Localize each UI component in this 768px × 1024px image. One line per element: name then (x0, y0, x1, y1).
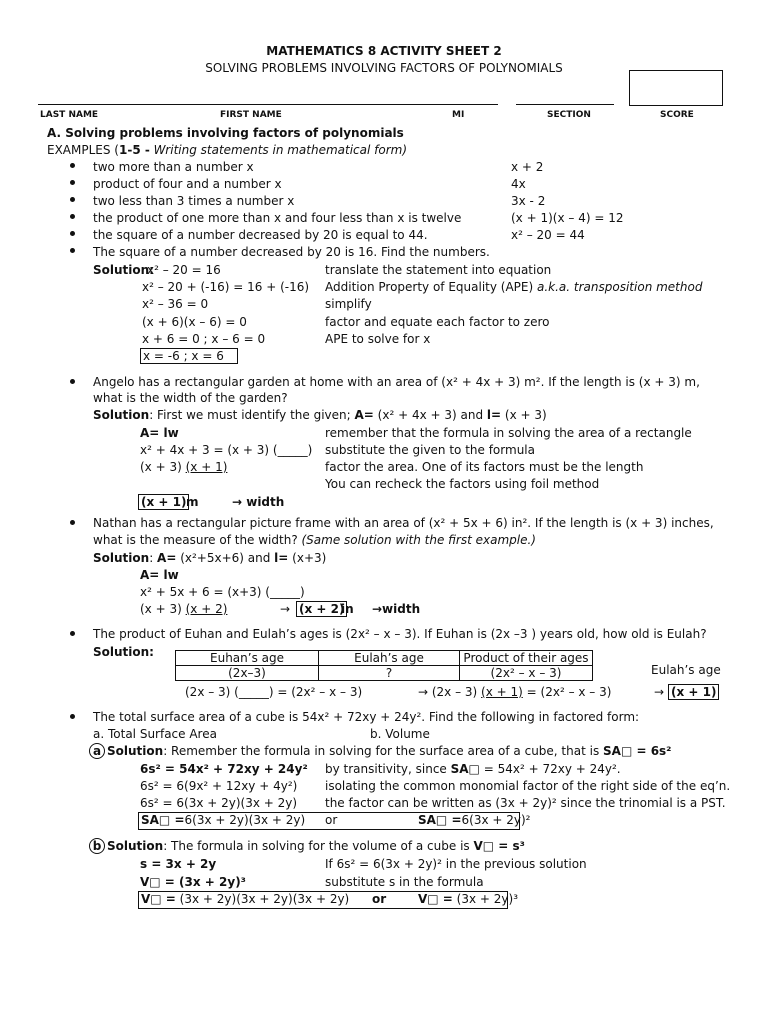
problem-text: The product of Euhan and Eulah’s ages is (2x² – x – 3). If Euhan is (2x –3 ) years old, how old is Eulah? (93, 627, 707, 641)
problem-text: The total surface area of a cube is 54x² + 72xy + 24y². Find the following in factored form: (93, 710, 640, 724)
bullet-icon (70, 248, 75, 253)
step-eq: x² – 20 = 16 (147, 263, 221, 277)
field-last-name: LAST NAME (40, 110, 99, 120)
step-eq: x² + 4x + 3 = (x + 3) (_____) (140, 443, 313, 457)
statement: two less than 3 times a number x (93, 194, 295, 208)
step-note: isolating the common monomial factor of the right side of the eq’n. (325, 779, 731, 793)
statement: two more than a number x (93, 160, 254, 174)
statement: product of four and a number x (93, 177, 282, 191)
expression: 4x (511, 177, 526, 191)
problem-text: Nathan has a rectangular picture frame with an area of (x² + 5x + 6) in². If the length is (x + 3) inches, (93, 516, 714, 530)
bullet-icon (70, 631, 75, 636)
sheet-subtitle: SOLVING PROBLEMS INVOLVING FACTORS OF POLYNOMIALS (205, 61, 563, 75)
step-eq: V□ = (3x + 2y)³ (140, 875, 246, 889)
answer-box: x = -6 ; x = 6 (140, 348, 238, 364)
problem-text: what is the width of the garden? (93, 391, 288, 405)
eulah-age-label: Eulah’s age (651, 663, 721, 677)
bullet-icon (70, 714, 75, 719)
problem-text: The square of a number decreased by 20 is 16. Find the numbers. (93, 245, 490, 259)
step-note: factor and equate each factor to zero (325, 315, 550, 329)
answer-expr: SA□ =6(3x + 2y)(3x + 2y) (141, 813, 306, 827)
sheet-title: MATHEMATICS 8 ACTIVITY SHEET 2 (266, 44, 502, 58)
problem-text: Angelo has a rectangular garden at home with an area of (x² + 4x + 3) m². If the length is (x + 3) m, (93, 375, 700, 389)
field-section: SECTION (547, 110, 591, 120)
step-eq: (x + 3) (x + 1) (140, 460, 228, 474)
step-note: factor the area. One of its factors must be the length (325, 460, 644, 474)
problem-text: what is the measure of the width? (Same solution with the first example.) (93, 533, 536, 547)
formula: A= lw (140, 426, 179, 440)
step-eq: x + 6 = 0 ; x – 6 = 0 (142, 332, 266, 346)
answer-box: (x + 1) (668, 684, 719, 700)
table-cell: ? (319, 666, 460, 681)
answer-box: (x + 1) (138, 494, 189, 510)
field-first-name: FIRST NAME (220, 110, 282, 120)
name-line[interactable] (38, 104, 498, 105)
field-score: SCORE (660, 110, 694, 120)
step-note: translate the statement into equation (325, 263, 552, 277)
circled-b-icon: b (89, 838, 105, 854)
step-eq: 6s² = 6(3x + 2y)(3x + 2y) (140, 796, 298, 810)
answer-unit: in (341, 602, 354, 616)
solution-label: Solution: (93, 645, 154, 659)
or-label: or (372, 892, 387, 906)
arrow-icon: → (280, 602, 291, 616)
step-eq: 6s² = 6(9x² + 12xy + 4y²) (140, 779, 298, 793)
answer-expr: SA□ =6(3x + 2y)² (418, 813, 531, 827)
step-note: substitute s in the formula (325, 875, 484, 889)
expression: x + 2 (511, 160, 544, 174)
answer-expr: V□ = (3x + 2y)(3x + 2y)(3x + 2y) (141, 892, 350, 906)
step-note: substitute the given to the formula (325, 443, 535, 457)
score-box[interactable] (629, 70, 723, 106)
step-note: the factor can be written as (3x + 2y)² since the trinomial is a PST. (325, 796, 726, 810)
bullet-icon (70, 379, 75, 384)
step-note: simplify (325, 297, 372, 311)
answer-expr: V□ = (3x + 2y)³ (418, 892, 519, 906)
step-eq: (x + 6)(x – 6) = 0 (142, 315, 247, 329)
solution-label: Solution: (93, 263, 154, 277)
step-note: remember that the formula in solving the area of a rectangle (325, 426, 692, 440)
answer-arrow: → width (232, 495, 285, 509)
section-line[interactable] (516, 104, 614, 105)
step-note: If 6s² = 6(3x + 2y)² in the previous solution (325, 857, 587, 871)
given-line: Solution: A= (x²+5x+6) and l= (x+3) (93, 551, 327, 565)
table-header: Euhan’s age (176, 651, 319, 666)
statement: the square of a number decreased by 20 is equal to 44. (93, 228, 428, 242)
or-label: or (325, 813, 338, 827)
formula: A= lw (140, 568, 179, 582)
expression: 3x - 2 (511, 194, 546, 208)
examples-label: EXAMPLES (1-5 - Writing statements in mathematical form) (47, 143, 408, 157)
step-eq: 6s² = 54x² + 72xy + 24y² (140, 762, 308, 776)
work-eq: → (2x – 3) (x + 1) = (2x² – x – 3) (418, 685, 612, 699)
step-note: You can recheck the factors using foil method (325, 477, 600, 491)
given-line: Solution: First we must identify the given; A= (x² + 4x + 3) and l= (x + 3) (93, 408, 547, 422)
table-cell: (2x–3) (176, 666, 319, 681)
work-eq: (2x – 3) (_____) = (2x² – x – 3) (185, 685, 363, 699)
section-heading: A. Solving problems involving factors of polynomials (47, 126, 404, 140)
table-header: Eulah’s age (319, 651, 460, 666)
step-note: APE to solve for x (325, 332, 431, 346)
step-eq: (x + 3) (x + 2) (140, 602, 228, 616)
arrow-icon: → (654, 685, 665, 699)
part-a-solution: a Solution: Remember the formula in solving for the surface area of a cube, that is SA□ = 6s² (89, 743, 671, 759)
step-eq: s = 3x + 2y (140, 857, 217, 871)
field-mi: MI (452, 110, 465, 120)
statement: the product of one more than x and four less than x is twelve (93, 211, 462, 225)
bullet-icon (70, 197, 75, 202)
bullet-icon (70, 214, 75, 219)
bullet-icon (70, 180, 75, 185)
table-header: Product of their ages (460, 651, 593, 666)
ages-table (175, 650, 593, 681)
part-b-label: b. Volume (370, 727, 430, 741)
bullet-icon (70, 231, 75, 236)
answer-box: (x + 2) (296, 601, 347, 617)
table-cell: (2x² – x – 3) (460, 666, 593, 681)
part-a-label: a. Total Surface Area (93, 727, 217, 741)
step-note: Addition Property of Equality (APE) a.k.a. transposition method (325, 280, 703, 294)
expression: x² – 20 = 44 (511, 228, 585, 242)
circled-a-icon: a (89, 743, 105, 759)
answer-unit: m (186, 495, 199, 509)
step-eq: x² – 36 = 0 (142, 297, 209, 311)
answer-width: →width (372, 602, 421, 616)
bullet-icon (70, 520, 75, 525)
bullet-icon (70, 163, 75, 168)
expression: (x + 1)(x – 4) = 12 (511, 211, 624, 225)
part-b-solution: b Solution: The formula in solving for the volume of a cube is V□ = s³ (89, 838, 525, 854)
step-eq: x² + 5x + 6 = (x+3) (_____) (140, 585, 305, 599)
step-eq: x² – 20 + (-16) = 16 + (-16) (142, 280, 310, 294)
step-note: by transitivity, since SA□ = 54x² + 72xy + 24y². (325, 762, 621, 776)
